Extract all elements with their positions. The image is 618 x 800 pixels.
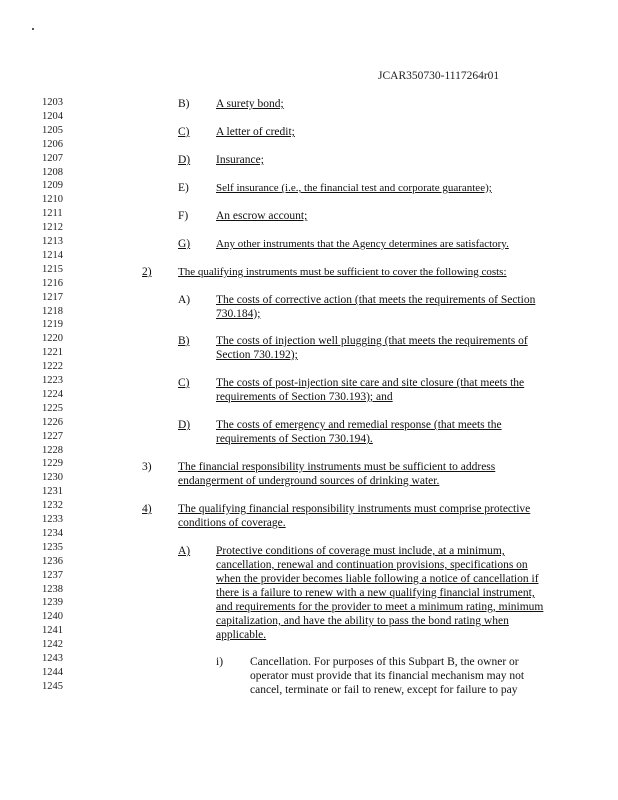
item-e-marker: E) xyxy=(178,182,189,194)
line-number: 1230 xyxy=(42,472,63,484)
line-number: 1241 xyxy=(42,625,63,637)
line-number: 1215 xyxy=(42,263,63,275)
item-e-text: Self insurance (i.e., the financial test and corporate guarantee); xyxy=(216,182,492,194)
document-id: JCAR350730-1117264r01 xyxy=(378,70,500,82)
section-4-a-i-text: Cancellation. For purposes of this Subpart B, the owner or operator must provide that its financial mechanism may not cancel, terminate or fail to renew, except for failure to pay xyxy=(250,656,525,696)
section-2-b-marker: B) xyxy=(178,335,190,347)
line-number: 1225 xyxy=(42,402,63,414)
item-d-marker: D) xyxy=(178,154,191,166)
line-number: 1244 xyxy=(42,666,63,678)
section-2-d-text: The costs of emergency and remedial response (that meets the requirements of Section 730.194). xyxy=(216,419,502,445)
line-number: 1216 xyxy=(42,277,63,289)
line-number: 1212 xyxy=(42,222,63,234)
line-number: 1223 xyxy=(42,375,63,386)
section-4-a-i-marker: i) xyxy=(216,656,224,668)
section-4-a-marker: A) xyxy=(178,545,191,557)
line-number: 1231 xyxy=(42,486,63,498)
line-number: 1233 xyxy=(42,514,63,525)
line-number: 1209 xyxy=(42,180,63,192)
section-2-a-marker: A) xyxy=(178,294,191,306)
item-c-marker: C) xyxy=(178,126,190,138)
line-number: 1222 xyxy=(42,361,63,373)
line-number: 1211 xyxy=(42,208,63,220)
section-2-text: The qualifying instruments must be sufficient to cover the following costs: xyxy=(178,266,507,278)
line-number: 1228 xyxy=(42,444,63,456)
section-2-c-text: The costs of post-injection site care and site closure (that meets the requirements of Section 730.193); and xyxy=(216,377,525,403)
line-number: 1232 xyxy=(42,500,63,512)
line-number: 1238 xyxy=(42,583,63,595)
line-number: 1220 xyxy=(42,333,63,345)
line-number: 1214 xyxy=(42,249,63,261)
item-c-text: A letter of credit; xyxy=(216,126,295,138)
line-number: 1218 xyxy=(42,305,63,317)
item-g-marker: G) xyxy=(178,238,191,250)
line-number: 1229 xyxy=(42,458,63,470)
section-4-a-text: Protective conditions of coverage must include, at a minimum, cancellation, renewal and continuation provisions, specifications on when the provider becomes liable following a notice of cancellation if there is a failure to renew with a new qualifying financial instrument, and requirements for the provider to meet a minimum rating, minimum capitalization, and have the ability to pass the bond rating when applicable. xyxy=(216,545,544,641)
line-number: 1240 xyxy=(42,611,63,623)
line-number: 1210 xyxy=(42,194,63,206)
line-number: 1226 xyxy=(42,416,63,428)
section-2-d-marker: D) xyxy=(178,419,191,431)
section-4-text: The qualifying financial responsibility instruments must comprise protective conditions of coverage. xyxy=(178,503,531,529)
line-number: 1237 xyxy=(42,569,63,581)
line-number: 1227 xyxy=(42,430,63,442)
line-number: 1207 xyxy=(42,152,63,164)
section-2-c-marker: C) xyxy=(178,377,190,389)
line-number: 1203 xyxy=(42,97,63,108)
section-2-marker: 2) xyxy=(142,266,152,278)
line-number: 1204 xyxy=(42,110,63,122)
line-number: 1239 xyxy=(42,597,63,609)
line-number: 1235 xyxy=(42,541,63,553)
item-f-marker: F) xyxy=(178,210,189,222)
scan-speck xyxy=(32,28,34,30)
item-g-text: Any other instruments that the Agency determines are satisfactory. xyxy=(216,238,509,250)
line-number: 1236 xyxy=(42,555,63,567)
line-number: 1213 xyxy=(42,236,63,247)
line-number: 1243 xyxy=(42,653,63,664)
line-number: 1245 xyxy=(42,680,63,692)
line-number: 1224 xyxy=(42,388,63,400)
section-3-marker: 3) xyxy=(142,461,152,473)
item-b-marker: B) xyxy=(178,98,190,110)
section-4-marker: 4) xyxy=(142,503,152,515)
section-3-text: The financial responsibility instruments must be sufficient to address endangerment of underground sources of drinking water. xyxy=(178,461,496,487)
section-2-b-text: The costs of injection well plugging (that meets the requirements of Section 730.192); xyxy=(216,335,528,361)
item-b-text: A surety bond; xyxy=(216,98,284,110)
line-number: 1234 xyxy=(42,527,63,539)
line-number: 1219 xyxy=(42,319,63,331)
item-d-text: Insurance; xyxy=(216,154,264,166)
section-2-a-text: The costs of corrective action (that meets the requirements of Section 730.184); xyxy=(216,294,536,320)
line-number: 1242 xyxy=(42,639,63,651)
item-f-text: An escrow account; xyxy=(216,210,308,222)
line-number: 1206 xyxy=(42,138,63,150)
line-number: 1205 xyxy=(42,124,63,136)
line-number: 1217 xyxy=(42,291,63,303)
line-number: 1221 xyxy=(42,347,63,359)
line-number: 1208 xyxy=(42,166,63,178)
